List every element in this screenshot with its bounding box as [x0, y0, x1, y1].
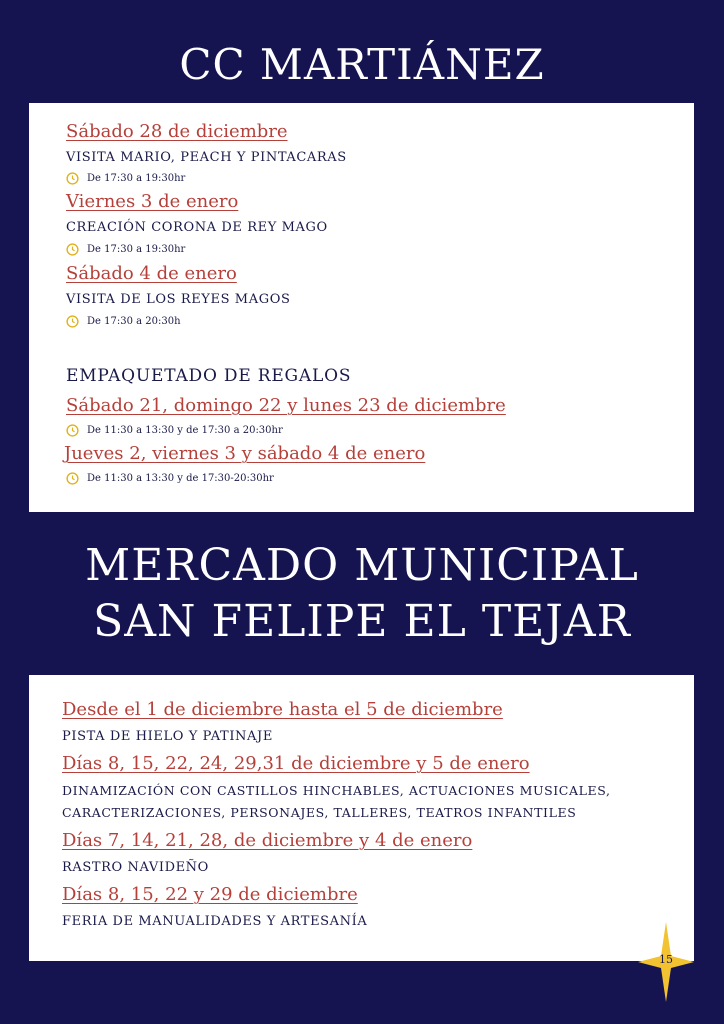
wrapping-date: Jueves 2, viernes 3 y sábado 4 de enero — [64, 443, 426, 464]
wrapping-time-text: De 11:30 a 13:30 y de 17:30 a 20:30hr — [87, 425, 283, 436]
page-number-star — [636, 920, 696, 1004]
clock-icon — [66, 243, 79, 256]
cc-martianez-panel — [29, 103, 694, 512]
event-activity: FERIA DE MANUALIDADES Y ARTESANÍA — [62, 914, 368, 929]
event-date: Días 8, 15, 22 y 29 de diciembre — [62, 884, 358, 905]
wrapping-heading: EMPAQUETADO DE REGALOS — [66, 366, 352, 386]
event-activity: DINAMIZACIÓN CON CASTILLOS HINCHABLES, ACTUACIONES MUSICALES, — [62, 783, 611, 798]
event-date: Días 8, 15, 22, 24, 29,31 de diciembre y 5 de enero — [62, 753, 530, 774]
event-date: Viernes 3 de enero — [66, 191, 239, 212]
clock-icon — [66, 472, 79, 485]
event-activity: CREACIÓN CORONA DE REY MAGO — [66, 220, 328, 235]
event-activity: PISTA DE HIELO Y PATINAJE — [62, 729, 273, 744]
clock-icon — [66, 315, 79, 328]
page-number: 15 — [659, 953, 673, 966]
clock-icon — [66, 172, 79, 185]
wrapping-time-text: De 11:30 a 13:30 y de 17:30-20:30hr — [87, 473, 274, 484]
wrapping-date: Sábado 21, domingo 22 y lunes 23 de diciembre — [66, 395, 506, 416]
wrapping-time — [66, 424, 283, 437]
event-activity: VISITA DE LOS REYES MAGOS — [66, 292, 291, 307]
event-date: Días 7, 14, 21, 28, de diciembre y 4 de enero — [62, 830, 473, 851]
wrapping-time — [66, 472, 274, 485]
mercado-title-line2: SAN FELIPE EL TEJAR — [93, 596, 631, 647]
event-date: Sábado 4 de enero — [66, 263, 237, 284]
event-date: Sábado 28 de diciembre — [66, 121, 288, 142]
event-time — [66, 243, 185, 256]
event-time — [66, 315, 181, 328]
clock-icon — [66, 424, 79, 437]
event-activity: VISITA MARIO, PEACH Y PINTACARAS — [66, 150, 347, 165]
event-activity: RASTRO NAVIDEÑO — [62, 860, 209, 875]
event-time-text: De 17:30 a 19:30hr — [87, 244, 186, 255]
event-activity: CARACTERIZACIONES, PERSONAJES, TALLERES, TEATROS INFANTILES — [62, 805, 577, 820]
event-time-text: De 17:30 a 20:30h — [87, 316, 181, 327]
event-time-text: De 17:30 a 19:30hr — [87, 173, 186, 184]
mercado-panel — [29, 675, 694, 961]
mercado-title-line1: MERCADO MUNICIPAL — [85, 540, 639, 591]
event-date: Desde el 1 de diciembre hasta el 5 de diciembre — [62, 699, 503, 720]
mercado-title — [0, 538, 724, 650]
event-time — [66, 172, 185, 185]
cc-martianez-title: CC MARTIÁNEZ — [179, 40, 545, 89]
